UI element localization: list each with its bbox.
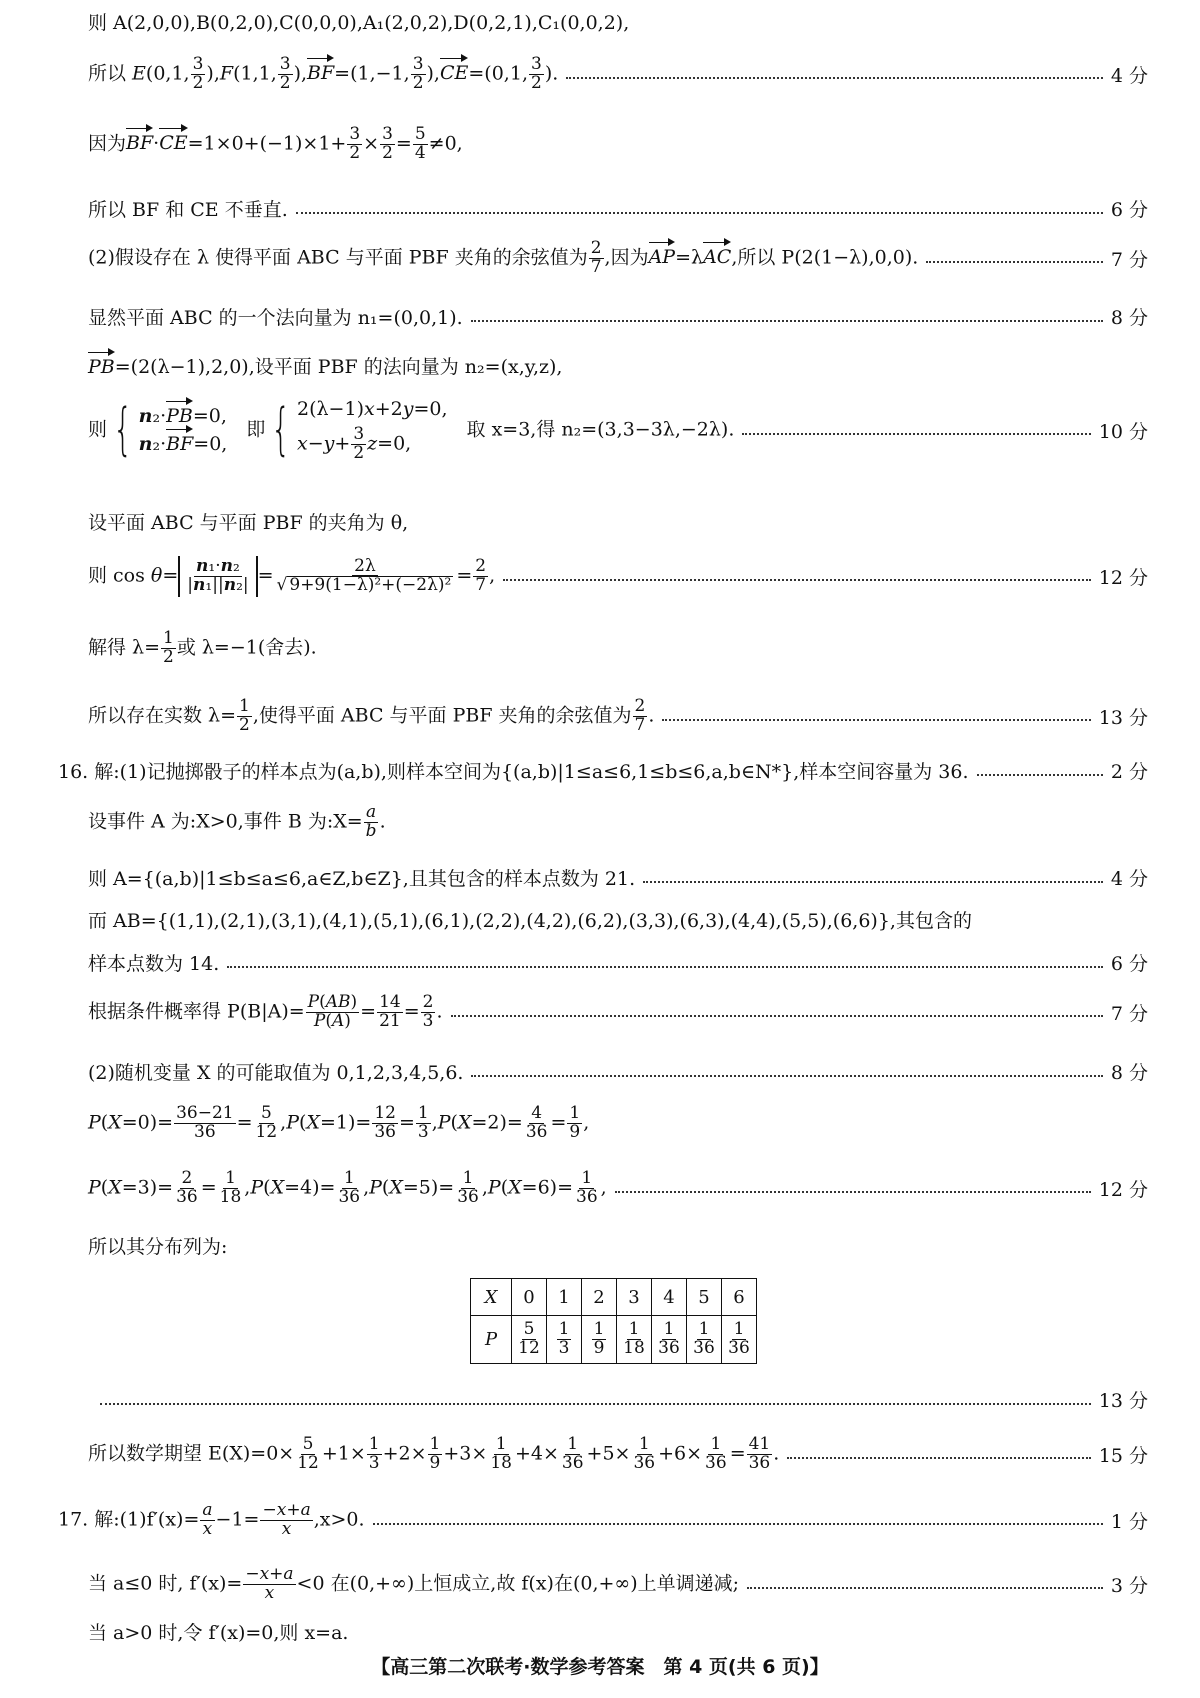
- ab-count-text: 样本点数为 14.: [88, 953, 220, 975]
- ab-count-line: [88, 949, 1148, 976]
- table-cell-p: $\frac{1}{36}$: [652, 1316, 687, 1364]
- table-cell-p: $\frac{1}{36}$: [722, 1316, 757, 1364]
- score: 13 分: [1098, 706, 1148, 729]
- pb-vector-line: [88, 352, 1148, 379]
- table-row: [471, 1279, 757, 1316]
- dot-product-text: 因为BF·CE=1×0+(−1)×1+ $\frac{3}{2}$ × $\frac{3}{2}$ = $\frac{5}{4}$ ≠0,: [88, 124, 463, 163]
- table-cell-x: 5: [687, 1279, 722, 1316]
- table-cell-x: 6: [722, 1279, 757, 1316]
- prob-values-1-text: P(X=0)= $\frac{36-21}{36}$ = $\frac{5}{12}$ ,P(X=1)= $\frac{12}{36}$ = $\frac{1}{3}$ ,P(X=2)= $\frac{4}{36}$ = $\frac{1}{9}$ ,: [88, 1103, 590, 1142]
- score: 15 分: [1098, 1444, 1148, 1467]
- table-cell-x: 0: [512, 1279, 547, 1316]
- set-ab-line: [88, 906, 1148, 933]
- angle-theta-text: 设平面 ABC 与平面 PBF 的夹角为 θ,: [88, 512, 409, 534]
- score: 7 分: [1110, 1002, 1148, 1025]
- distribution-table: [470, 1278, 757, 1364]
- table-cell-p: $\frac{1}{18}$: [617, 1316, 652, 1364]
- q16-intro-text: 16. 解:(1)记抛掷骰子的样本点为(a,b),则样本空间为{(a,b)|1≤a≤6,1≤b≤6,a,b∈N*},样本空间容量为 36.: [58, 761, 969, 783]
- table-cell-x: 4: [652, 1279, 687, 1316]
- table-cell-p: $\frac{1}{3}$: [547, 1316, 582, 1364]
- not-perpendicular-line: [88, 195, 1148, 222]
- cos-theta-line: [88, 556, 1148, 597]
- q17-derivative-text: 17. 解:(1)f′(x)= $\frac{a}{x}$ −1= $\frac{-x+a}{x}$ ,x>0.: [58, 1500, 365, 1539]
- table-score-line: [100, 1386, 1148, 1413]
- angle-theta-line: [88, 508, 1148, 535]
- vector-coords-line: [88, 56, 1148, 93]
- set-a-text: 则 A={(a,b)|1≤b≤a≤6,a∈Z,b∈Z},且其包含的样本点数为 21.: [88, 868, 636, 890]
- page-footer: 【高三第二次联考·数学参考答案 第 4 页(共 6 页)】: [371, 1656, 829, 1678]
- conclusion-lambda-text: 所以存在实数 λ= $\frac{1}{2}$ ,使得平面 ABC 与平面 PBF 夹角的余弦值为 $\frac{2}{7}$ .: [88, 696, 655, 735]
- table-cell-p: $\frac{1}{9}$: [582, 1316, 617, 1364]
- conditional-prob-text: 根据条件概率得 P(B|A)= $\frac{P(AB)}{P(A)}$ = $\frac{14}{21}$ = $\frac{2}{3}$ .: [88, 992, 443, 1031]
- random-var-line: [88, 1058, 1148, 1085]
- table-header-x: X: [471, 1279, 512, 1316]
- not-perpendicular-text: 所以 BF 和 CE 不垂直.: [88, 199, 288, 221]
- coords-text: 则 A(2,0,0),B(0,2,0),C(0,0,0),A₁(2,0,2),D(0,2,1),C₁(0,0,2),: [88, 12, 630, 34]
- a-nonpositive-line: [88, 1566, 1148, 1603]
- a-positive-text: 当 a>0 时,令 f′(x)=0,则 x=a.: [88, 1622, 349, 1644]
- expectation-line: [88, 1436, 1148, 1473]
- score: 4 分: [1110, 64, 1148, 87]
- score: 13 分: [1098, 1390, 1148, 1412]
- table-cell-x: 2: [582, 1279, 617, 1316]
- score: 10 分: [1098, 420, 1148, 443]
- coords-line: [88, 8, 1148, 35]
- q16-intro-line: [58, 757, 1148, 784]
- table-row: [471, 1316, 757, 1364]
- prob-values-1-line: [88, 1105, 1148, 1142]
- set-ab-text: 而 AB={(1,1),(2,1),(3,1),(4,1),(5,1),(6,1),(2,2),(4,2),(6,2),(3,3),(6,3),(4,4),(5,5),(6,6)},其包含的: [88, 910, 972, 932]
- score: 8 分: [1110, 1062, 1148, 1084]
- score: 2 分: [1110, 761, 1148, 783]
- table-cell-p: $\frac{1}{36}$: [687, 1316, 722, 1364]
- assume-lambda-line: [88, 240, 1148, 277]
- table-header-p: P: [471, 1316, 512, 1364]
- table-cell-x: 3: [617, 1279, 652, 1316]
- distribution-intro-line: [88, 1232, 1148, 1259]
- table-cell-p: $\frac{5}{12}$: [512, 1316, 547, 1364]
- normal-n1-text: 显然平面 ABC 的一个法向量为 n₁=(0,0,1).: [88, 307, 463, 329]
- score: 3 分: [1110, 1574, 1148, 1597]
- dot-product-line: [88, 126, 1148, 163]
- events-text: 设事件 A 为:X>0,事件 B 为:X= $\frac{a}{b}$ .: [88, 802, 386, 841]
- solve-lambda-text: 解得 λ= $\frac{1}{2}$ 或 λ=−1(舍去).: [88, 628, 317, 667]
- set-a-line: [88, 864, 1148, 891]
- prob-values-2-line: [88, 1170, 1148, 1207]
- prob-values-2-text: P(X=3)= $\frac{2}{36}$ = $\frac{1}{18}$ ,P(X=4)= $\frac{1}{36}$ ,P(X=5)= $\frac{1}{36}$ ,P(X=6)= $\frac{1}{36}$ ,: [88, 1168, 607, 1207]
- distribution-intro-text: 所以其分布列为:: [88, 1236, 228, 1258]
- expectation-text: 所以数学期望 E(X)=0× $\frac{5}{12}$ +1× $\frac{1}{3}$ +2× $\frac{1}{9}$ +3× $\frac{1}{18}$ +4× $\frac{1}{36}$ +5× $\frac{1}{36}$ +6× $\frac{1}{36}$ = $\frac{41}{36}$ .: [88, 1434, 780, 1473]
- q17-derivative-line: [58, 1502, 1148, 1539]
- conclusion-lambda-line: [88, 698, 1148, 735]
- vector-coords-text: 所以 E(0,1, $\frac{3}{2}$ ),F(1,1, $\frac{3}{2}$ ),BF=(1,−1, $\frac{3}{2}$ ),CE=(0,1, $\frac{3}{2}$ ).: [88, 54, 559, 93]
- a-positive-line: [88, 1618, 1148, 1645]
- conditional-prob-line: [88, 994, 1148, 1031]
- table-cell-x: 1: [547, 1279, 582, 1316]
- score: 8 分: [1110, 307, 1148, 329]
- normal-n1-line: [88, 303, 1148, 330]
- score: 6 分: [1110, 199, 1148, 221]
- assume-lambda-text: (2)假设存在 λ 使得平面 ABC 与平面 PBF 夹角的余弦值为 $\frac{2}{7}$ ,因为AP=λAC,所以 P(2(1−λ),0,0).: [88, 238, 919, 277]
- events-line: [88, 804, 1148, 841]
- score: 1 分: [1110, 1510, 1148, 1533]
- score: 4 分: [1110, 868, 1148, 890]
- a-nonpositive-text: 当 a≤0 时, f′(x)= $\frac{-x+a}{x}$ <0 在(0,+∞)上恒成立,故 f(x)在(0,+∞)上单调递减;: [88, 1564, 740, 1603]
- random-var-text: (2)随机变量 X 的可能取值为 0,1,2,3,4,5,6.: [88, 1062, 464, 1084]
- score: 7 分: [1110, 248, 1148, 271]
- cos-theta-text: 则 cos θ= $\frac{\text{n₁·n₂}}{\text{|n₁||n₂|}}$ = $\frac{2\lambda}{\text{√ 9+9(1−λ)²+(−2λ)²}}$ = $\frac{2}{7}$ ,: [88, 555, 496, 596]
- score: 12 分: [1098, 1178, 1148, 1201]
- system-text: 则 { n₂·PB=0, n₂·BF=0, 即 { 2(λ−1)x+2y=0, x−y+ $\frac{3}{2}$ z=0, 取 x=3,得 n₂=(3,3−3λ,−2λ).: [88, 397, 735, 463]
- system-line: [88, 398, 1148, 463]
- solve-lambda-line: [88, 630, 1148, 667]
- score: 6 分: [1110, 953, 1148, 975]
- pb-vector-text: PB=(2(λ−1),2,0),设平面 PBF 的法向量为 n₂=(x,y,z),: [88, 356, 563, 378]
- score: 12 分: [1098, 566, 1148, 589]
